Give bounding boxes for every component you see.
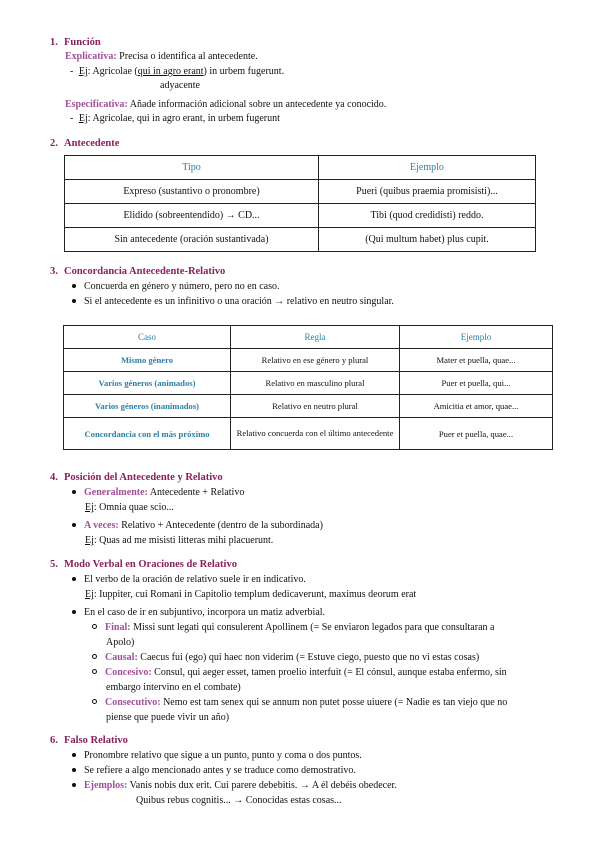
bullet-dot-icon <box>72 577 76 581</box>
bullet-text: Relativo + Antecedente (dentro de la subordinada) <box>121 520 323 531</box>
example-1-post: ) in urbem fugerunt. <box>203 66 285 77</box>
table-row <box>65 180 536 204</box>
bullet-item <box>72 574 306 585</box>
bullet-circle-icon <box>92 669 97 674</box>
section-title: Posición del Antecedente y Relativo <box>64 472 223 483</box>
section-title: Modo Verbal en Oraciones de Relativo <box>64 559 237 570</box>
explicativa-line <box>65 51 258 62</box>
section-number: 4. <box>50 472 58 483</box>
table-header: Caso <box>64 326 231 349</box>
example-line <box>85 535 273 546</box>
section-2-heading <box>50 138 119 149</box>
bullet-dot-icon <box>72 753 76 757</box>
sub-bullet-continuation: piense que puede vivir un año) <box>106 712 230 723</box>
bullet-dot-icon <box>72 610 76 614</box>
bullet-text: Vanis nobis dux erit. Cui parere debebitis. → A él debéis obedecer. <box>129 780 397 791</box>
bullet-circle-icon <box>92 654 97 659</box>
bullet-item <box>72 750 362 761</box>
bullet-item <box>72 780 397 791</box>
table-cell: Relativo en ese género y plural <box>231 349 400 372</box>
section-number: 2. <box>50 138 58 149</box>
bullet-dot-icon <box>72 523 76 527</box>
sub-bullet-item <box>92 652 479 663</box>
section-number: 3. <box>50 266 58 277</box>
example-label: Ej <box>78 113 88 124</box>
table-cell: Concordancia con el más próximo <box>64 418 231 450</box>
concordancia-table <box>63 325 553 450</box>
sub-bullet-item <box>92 622 494 633</box>
table-cell: Expreso (sustantivo o pronombre) <box>65 180 319 204</box>
table-cell: Puer et puella, qui... <box>400 372 553 395</box>
bullet-dot-icon <box>72 490 76 494</box>
bullet-text: En el caso de ir en subjuntivo, incorpora un matiz adverbial. <box>84 607 326 618</box>
table-cell: Relativo en neutro plural <box>231 395 400 418</box>
sub-bullet-continuation: embargo intervino en el combate) <box>106 682 241 693</box>
table-row <box>64 418 553 450</box>
table-cell: Elidido (sobreentendido) → CD... <box>65 204 319 228</box>
table-cell: Relativo en masculino plural <box>231 372 400 395</box>
bullet-text: Pronombre relativo que sigue a un punto, punto y coma o dos puntos. <box>84 750 362 761</box>
especificativa-line <box>65 99 386 110</box>
table-cell: Varios géneros (inanimados) <box>64 395 231 418</box>
bullet-text: Se refiere a algo mencionado antes y se traduce como demostrativo. <box>84 765 356 776</box>
table-header: Ejemplo <box>319 156 536 180</box>
table-header: Tipo <box>65 156 319 180</box>
sub-bullet-item <box>92 697 507 708</box>
example-line <box>85 589 416 600</box>
bullet-text: Si el antecedente es un infinitivo o una oración → relativo en neutro singular. <box>84 296 394 307</box>
bullet-item <box>72 765 356 776</box>
section-1-heading <box>50 37 101 48</box>
table-cell: Puer et puella, quae... <box>400 418 553 450</box>
bullet-dot-icon <box>72 284 76 288</box>
section-number: 1. <box>50 37 58 48</box>
explicativa-text: Precisa o identifica al antecedente. <box>119 51 258 62</box>
sub-bullet-item <box>92 667 507 678</box>
section-title: Falso Relativo <box>64 735 128 746</box>
example-label: Ej <box>85 535 94 546</box>
table-row <box>64 372 553 395</box>
table-row <box>64 349 553 372</box>
bullet-circle-icon <box>92 624 97 629</box>
example-label: Ej <box>78 66 88 77</box>
section-5-heading <box>50 559 237 570</box>
bullet-item <box>72 607 325 618</box>
table-cell: (Qui multum habet) plus cupit. <box>319 228 536 252</box>
bullet-text: Antecedente + Relativo <box>149 487 245 498</box>
sub-bullet-label: Consecutivo: <box>105 697 161 708</box>
bullet-item <box>72 281 279 292</box>
especificativa-label: Especificativa: <box>65 99 128 110</box>
table-cell: Mismo género <box>64 349 231 372</box>
section-6-heading <box>50 735 128 746</box>
especificativa-text: Añade información adicional sobre un antecedente ya conocido. <box>129 99 387 110</box>
sub-bullet-text: Consul, qui aeger esset, tamen proelio interfuit (= El cónsul, aunque estaba enfermo, sin <box>154 667 507 678</box>
sub-bullet-label: Causal: <box>105 652 138 663</box>
table-header: Ejemplo <box>400 326 553 349</box>
bullet-label: A veces: <box>84 520 119 531</box>
section-title: Función <box>64 37 101 48</box>
example-1-line <box>70 66 284 77</box>
example-text: : Quas ad me misisti litteras mihi placuerunt. <box>93 535 274 546</box>
bullet-label: Generalmente: <box>84 487 148 498</box>
section-title: Concordancia Antecedente-Relativo <box>64 266 226 277</box>
bullet-label: Ejemplos: <box>84 780 128 791</box>
table-cell: Sin antecedente (oración sustantivada) <box>65 228 319 252</box>
example-1-pre: : Agricolae ( <box>87 66 138 77</box>
bullet-text: El verbo de la oración de relativo suele ir en indicativo. <box>84 574 306 585</box>
example-line <box>85 502 174 513</box>
bullet-text: Concuerda en género y número, pero no en caso. <box>84 281 280 292</box>
table-row <box>65 204 536 228</box>
bullet-circle-icon <box>92 699 97 704</box>
example-text: : Omnia quae scio... <box>93 502 174 513</box>
example-continuation: Quibus rebus cognitis... → Conocidas estas cosas... <box>136 795 342 806</box>
table-cell: Varios géneros (animados) <box>64 372 231 395</box>
adyacente-note: adyacente <box>160 80 200 91</box>
antecedente-table <box>64 155 536 252</box>
sub-bullet-label: Final: <box>105 622 131 633</box>
example-label: Ej <box>85 502 94 513</box>
table-cell: Mater et puella, quae... <box>400 349 553 372</box>
explicativa-label: Explicativa: <box>65 51 117 62</box>
example-1-underlined: qui in agro erant <box>137 66 204 77</box>
bullet-dot-icon <box>72 783 76 787</box>
example-2-line <box>70 113 280 124</box>
bullet-dot-icon <box>72 299 76 303</box>
table-row <box>65 228 536 252</box>
bullet-dot-icon <box>72 768 76 772</box>
example-label: Ej <box>85 589 94 600</box>
bullet-item <box>72 520 323 531</box>
sub-bullet-text: Caecus fui (ego) qui haec non viderim (= Estuve ciego, puesto que no vi estas cosas) <box>140 652 480 663</box>
sub-bullet-label: Concesivo: <box>105 667 152 678</box>
sub-bullet-continuation: Apolo) <box>106 637 135 648</box>
dash: - <box>70 66 74 77</box>
section-4-heading <box>50 472 223 483</box>
section-title: Antecedente <box>64 138 120 149</box>
table-header: Regla <box>231 326 400 349</box>
example-text: : Iuppiter, cui Romani in Capitolio templum dedicaverunt, maximus deorum erat <box>93 589 417 600</box>
table-cell: Pueri (quibus praemia promisisti)... <box>319 180 536 204</box>
table-cell: Tibi (quod credidisti) reddo. <box>319 204 536 228</box>
table-cell: Amicitia et amor, quae... <box>400 395 553 418</box>
dash: - <box>70 113 74 124</box>
section-number: 6. <box>50 735 58 746</box>
bullet-item <box>72 296 394 307</box>
sub-bullet-text: Nemo est tam senex qui se annum non putet posse uiuere (= Nadie es tan viejo que no <box>163 697 508 708</box>
section-3-heading <box>50 266 225 277</box>
section-number: 5. <box>50 559 58 570</box>
example-2-text: : Agricolae, qui in agro erant, in urbem fugerunt <box>87 113 280 124</box>
table-cell: Relativo concuerda con el último antecedente <box>231 418 400 450</box>
sub-bullet-text: Missi sunt legati qui consulerent Apollinem (= Se enviaron legados para que consultaran a <box>133 622 495 633</box>
bullet-item <box>72 487 244 498</box>
table-row <box>64 395 553 418</box>
